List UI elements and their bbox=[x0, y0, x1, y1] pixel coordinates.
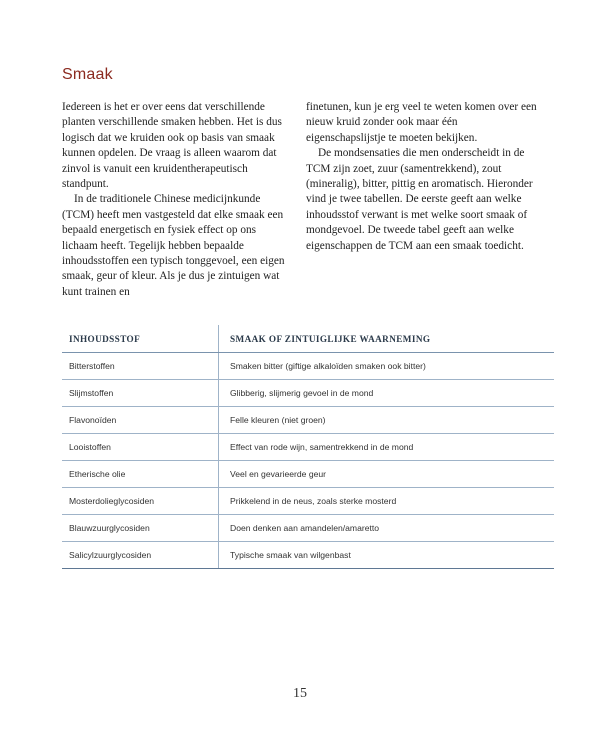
section-heading: Smaak bbox=[62, 66, 113, 83]
table-header-row bbox=[62, 325, 554, 353]
text-column-left bbox=[62, 100, 294, 300]
cell-substance: Looistoffen bbox=[62, 434, 219, 461]
cell-taste: Effect van rode wijn, samentrekkend in de mond bbox=[219, 434, 555, 461]
substance-taste-table bbox=[62, 325, 554, 569]
table-row bbox=[62, 380, 554, 407]
cell-taste: Smaken bitter (giftige alkaloïden smaken ook bitter) bbox=[219, 353, 555, 380]
table-row bbox=[62, 542, 554, 569]
cell-taste: Glibberig, slijmerig gevoel in de mond bbox=[219, 380, 555, 407]
paragraph: In de traditionele Chinese medicijnkunde (TCM) heeft men vastgesteld dat elke smaak een bepaald energetisch en fysiek effect op ons lichaam heeft. Tegelijk hebben bepaalde inhoudsstoffen een typisch tonggevoel, een eigen smaak, geur of kleur. Als je dus je zintuigen wat kunt trainen en bbox=[62, 193, 285, 298]
paragraph: De mondsensaties die men onderscheidt in de TCM zijn zoet, zuur (samentrekkend), zout (mineralig), bitter, pittig en aromatisch. Hieronder vind je twee tabellen. De eerste geeft aan welke inhoudsstof verwant is met welke soort smaak of mondgevoel. De tweede tabel geeft aan welke eigenschappen de TCM aan een smaak toedicht. bbox=[306, 147, 533, 252]
table-row bbox=[62, 461, 554, 488]
cell-taste: Doen denken aan amandelen/amaretto bbox=[219, 515, 555, 542]
cell-substance: Bitterstoffen bbox=[62, 353, 219, 380]
cell-substance: Flavonoïden bbox=[62, 407, 219, 434]
table-row bbox=[62, 515, 554, 542]
page-number: 15 bbox=[293, 686, 307, 701]
paragraph: Iedereen is het er over eens dat verschillende planten verschillende smaken hebben. Het is dus logisch dat we kruiden ook op basis van smaak kunnen opdelen. De vraag is alleen waarom dat zinvol is vanuit een kruidentherapeutisch standpunt. bbox=[62, 101, 282, 191]
cell-substance: Etherische olie bbox=[62, 461, 219, 488]
table-row bbox=[62, 353, 554, 380]
cell-taste: Veel en gevarieerde geur bbox=[219, 461, 555, 488]
cell-taste: Typische smaak van wilgenbast bbox=[219, 542, 555, 569]
cell-taste: Prikkelend in de neus, zoals sterke mosterd bbox=[219, 488, 555, 515]
cell-substance: Mosterdolieglycosiden bbox=[62, 488, 219, 515]
table-row bbox=[62, 488, 554, 515]
paragraph: finetunen, kun je erg veel te weten komen over een nieuw kruid zonder ook maar één eigenschapslijstje te moeten bekijken. bbox=[306, 101, 537, 144]
cell-taste: Felle kleuren (niet groen) bbox=[219, 407, 555, 434]
table-row bbox=[62, 407, 554, 434]
table-row bbox=[62, 434, 554, 461]
cell-substance: Blauwzuurglycosiden bbox=[62, 515, 219, 542]
cell-substance: Slijmstoffen bbox=[62, 380, 219, 407]
column-header-taste: SMAAK OF ZINTUIGLIJKE WAARNEMING bbox=[219, 325, 555, 353]
cell-substance: Salicylzuurglycosiden bbox=[62, 542, 219, 569]
column-header-substance: INHOUDSSTOF bbox=[62, 325, 219, 353]
text-column-right bbox=[306, 100, 538, 254]
